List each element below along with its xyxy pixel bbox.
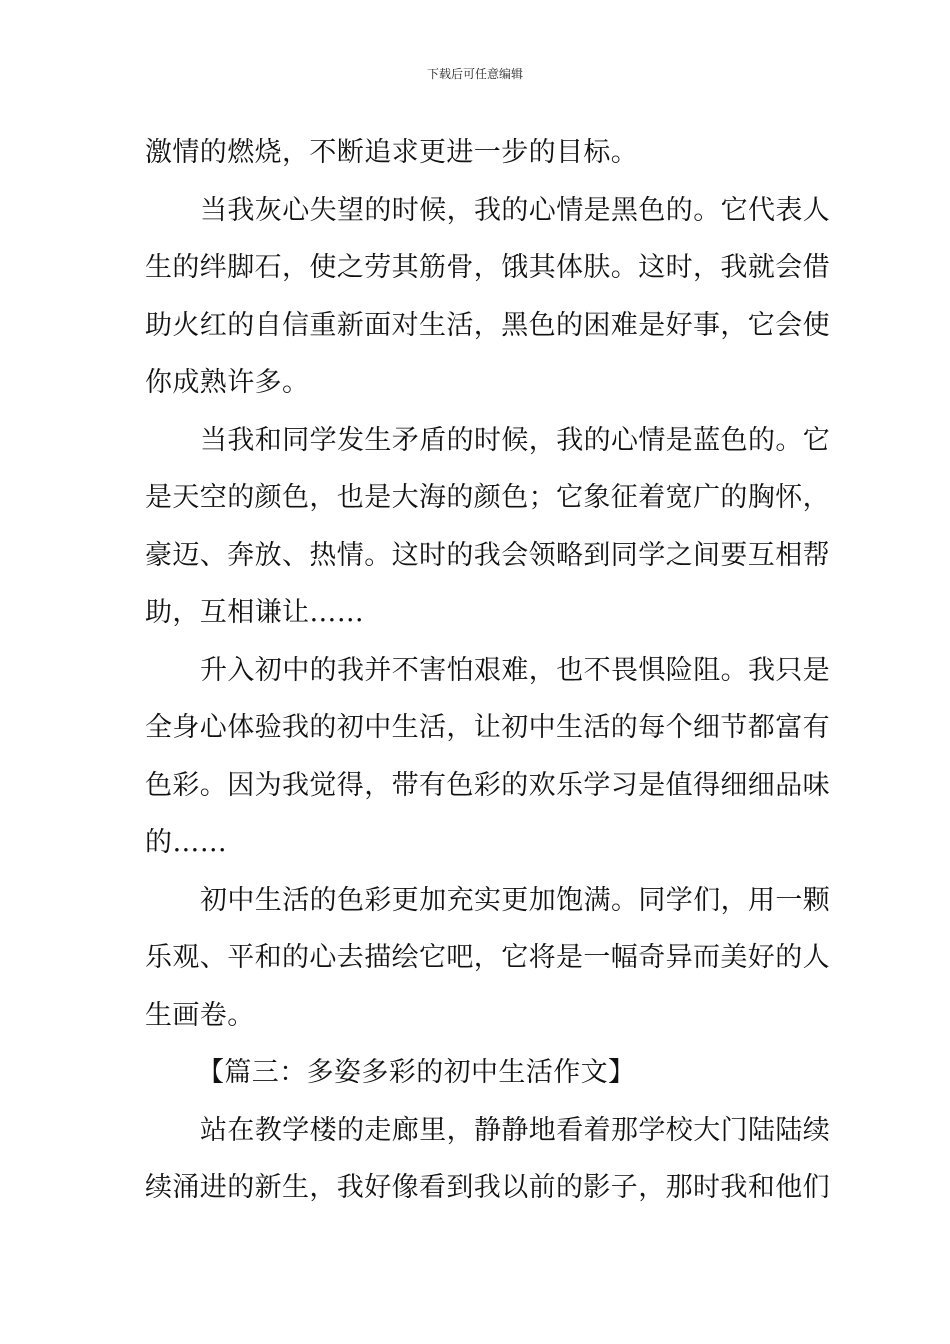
text-line: 初中生活的色彩更加充实更加饱满。同学们，用一颗 [200, 884, 831, 916]
text-line: 升入初中的我并不害怕艰难，也不畏惧险阻。我只是 [200, 654, 831, 686]
text-line: 当我和同学发生矛盾的时候，我的心情是蓝色的。它 [200, 424, 831, 456]
text-line: 是天空的颜色，也是大海的颜色；它象征着宽广的胸怀， [145, 482, 830, 513]
text-line: 的…… [145, 827, 228, 858]
text-line: 续涌进的新生，我好像看到我以前的影子，那时我和他们 [145, 1172, 830, 1203]
page-header-note: 下载后可任意编辑 [426, 67, 523, 81]
text-line: 当我灰心失望的时候，我的心情是黑色的。它代表人 [200, 194, 831, 226]
text-line: 乐观、平和的心去描绘它吧，它将是一幅奇异而美好的人 [145, 942, 830, 973]
text-line: 助火红的自信重新面对生活，黑色的困难是好事，它会使 [145, 309, 830, 341]
text-line: 全身心体验我的初中生活，让初中生活的每个细节都富有 [145, 712, 830, 743]
text-line: 激情的燃烧，不断追求更进一步的目标。 [145, 137, 639, 168]
text-line: 你成熟许多。 [145, 367, 310, 398]
text-line: 生画卷。 [145, 999, 255, 1031]
text-line: 生的绊脚石，使之劳其筋骨，饿其体肤。这时，我就会借 [145, 252, 830, 283]
section-heading: 【篇三：多姿多彩的初中生活作文】 [197, 1057, 636, 1088]
text-line: 助，互相谦让…… [145, 597, 365, 628]
text-line: 色彩。因为我觉得，带有色彩的欢乐学习是值得细细品味 [145, 769, 830, 801]
text-line: 站在教学楼的走廊里，静静地看着那学校大门陆陆续 [200, 1114, 831, 1146]
document-body [145, 124, 831, 1217]
text-line: 豪迈、奔放、热情。这时的我会领略到同学之间要互相帮 [145, 539, 830, 571]
